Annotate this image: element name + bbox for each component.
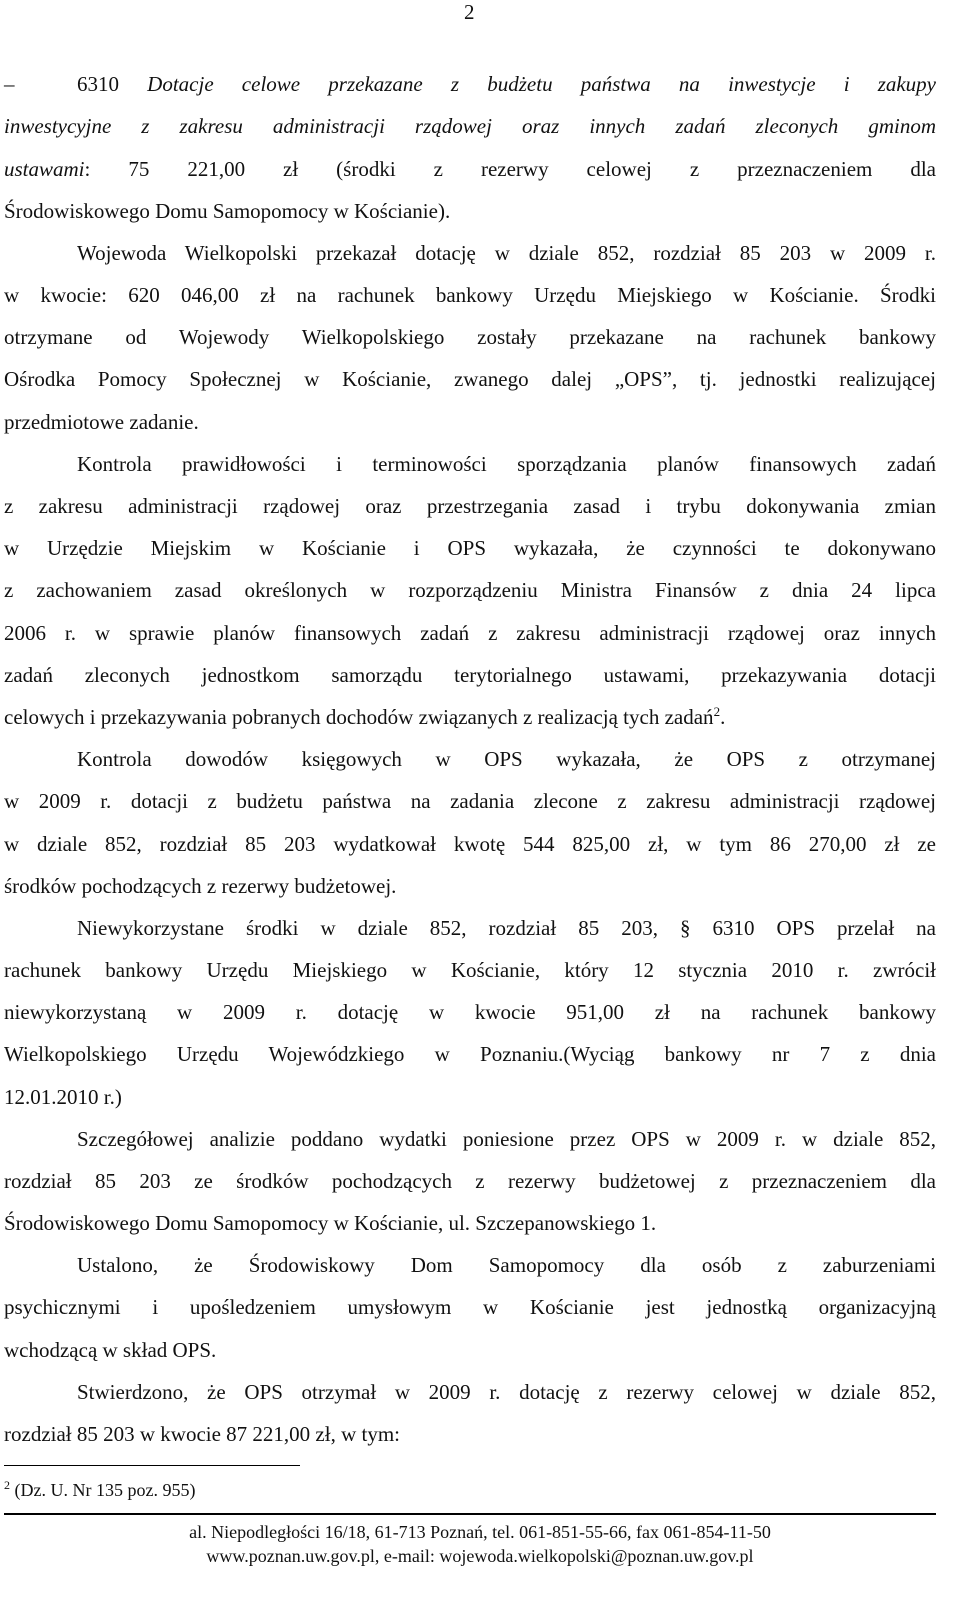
text-line: Ośrodka Pomocy Społecznej w Kościanie, zwanego dalej „OPS”, tj. jednostki realizującej <box>4 367 936 391</box>
text-line: przedmiotowe zadanie. <box>4 410 199 434</box>
footer-contact: www.poznan.uw.gov.pl, e-mail: wojewoda.wielkopolski@poznan.uw.gov.pl <box>206 1546 754 1566</box>
list-dash: – <box>4 72 15 96</box>
text-line: rozdział 85 203 w kwocie 87 221,00 zł, w tym: <box>4 1422 401 1446</box>
text-line: w kwocie: 620 046,00 zł na rachunek bankowy Urzędu Miejskiego w Kościanie. Środki <box>4 283 936 307</box>
text-line: Kontrola prawidłowości i terminowości sporządzania planów finansowych zadań <box>77 452 936 476</box>
text-line: Środowiskowego Domu Samopomocy w Kościanie). <box>4 199 451 223</box>
text-line: w Urzędzie Miejskim w Kościanie i OPS wykazała, że czynności te dokonywano <box>4 536 936 560</box>
footer-address: al. Niepodległości 16/18, 61-713 Poznań, tel. 061-851-55-66, fax 061-854-11-50 <box>189 1522 771 1542</box>
text-line: środków pochodzących z rezerwy budżetowej. <box>4 874 397 898</box>
text-line: psychicznymi i upośledzeniem umysłowym w Kościanie jest jednostką organizacyjną <box>4 1295 936 1319</box>
text-line: rachunek bankowy Urzędu Miejskiego w Kościanie, który 12 stycznia 2010 r. zwrócił <box>4 958 936 982</box>
text-line: Wojewoda Wielkopolski przekazał dotację w dziale 852, rozdział 85 203 w 2009 r. <box>77 241 936 265</box>
text-line: z zachowaniem zasad określonych w rozporządzeniu Ministra Finansów z dnia 24 lipca <box>4 578 936 602</box>
text-line: wchodzącą w skład OPS. <box>4 1338 217 1362</box>
text-line: Stwierdzono, że OPS otrzymał w 2009 r. dotację z rezerwy celowej w dziale 852, <box>77 1380 936 1404</box>
footnote-marker: 2 <box>4 1478 10 1492</box>
text-line: Kontrola dowodów księgowych w OPS wykazała, że OPS z otrzymanej <box>77 747 936 771</box>
page-number: 2 <box>464 0 475 24</box>
text-line: celowych i przekazywania pobranych dochodów związanych z realizacją tych zadań$^2$. <box>4 704 726 729</box>
text-line: 12.01.2010 r.) <box>4 1085 122 1109</box>
text-line: Szczegółowej analizie poddano wydatki poniesione przez OPS w 2009 r. w dziale 852, <box>77 1127 936 1151</box>
text-line: z zakresu administracji rządowej oraz przestrzegania zasad i trybu dokonywania zmian <box>4 494 936 518</box>
footnote <box>4 1479 195 1501</box>
text-line: otrzymane od Wojewody Wielkopolskiego zostały przekazane na rachunek bankowy <box>4 325 936 349</box>
footnote-text: (Dz. U. Nr 135 poz. 955) <box>14 1480 196 1500</box>
text-line: niewykorzystaną w 2009 r. dotację w kwocie 951,00 zł na rachunek bankowy <box>4 1000 936 1024</box>
text-line: ustawami: 75 221,00 zł (środki z rezerwy celowej z przeznaczeniem dla <box>4 157 936 181</box>
footer-rule <box>4 1513 936 1515</box>
text-line: zadań zleconych jednostkom samorządu terytorialnego ustawami, przekazywania dotacji <box>4 663 936 687</box>
text-line: Środowiskowego Domu Samopomocy w Kościanie, ul. Szczepanowskiego 1. <box>4 1211 657 1235</box>
text-line: 6310 Dotacje celowe przekazane z budżetu państwa na inwestycje i zakupy <box>77 72 937 96</box>
footnote-rule <box>4 1465 300 1466</box>
text-line: w 2009 r. dotacji z budżetu państwa na zadania zlecone z zakresu administracji rządowej <box>4 789 936 813</box>
text-line: 2006 r. w sprawie planów finansowych zadań z zakresu administracji rządowej oraz innych <box>4 621 936 645</box>
text-line: inwestycyjne z zakresu administracji rządowej oraz innych zadań zleconych gminom <box>4 114 936 138</box>
text-line: rozdział 85 203 ze środków pochodzących z rezerwy budżetowej z przeznaczeniem dla <box>4 1169 936 1193</box>
text-line: Wielkopolskiego Urzędu Wojewódzkiego w Poznaniu.(Wyciąg bankowy nr 7 z dnia <box>4 1042 936 1066</box>
text-line: Ustalono, że Środowiskowy Dom Samopomocy dla osób z zaburzeniami <box>77 1253 936 1277</box>
text-line: w dziale 852, rozdział 85 203 wydatkował kwotę 544 825,00 zł, w tym 86 270,00 zł ze <box>4 832 936 856</box>
text-line: Niewykorzystane środki w dziale 852, rozdział 85 203, § 6310 OPS przelał na <box>77 916 936 940</box>
